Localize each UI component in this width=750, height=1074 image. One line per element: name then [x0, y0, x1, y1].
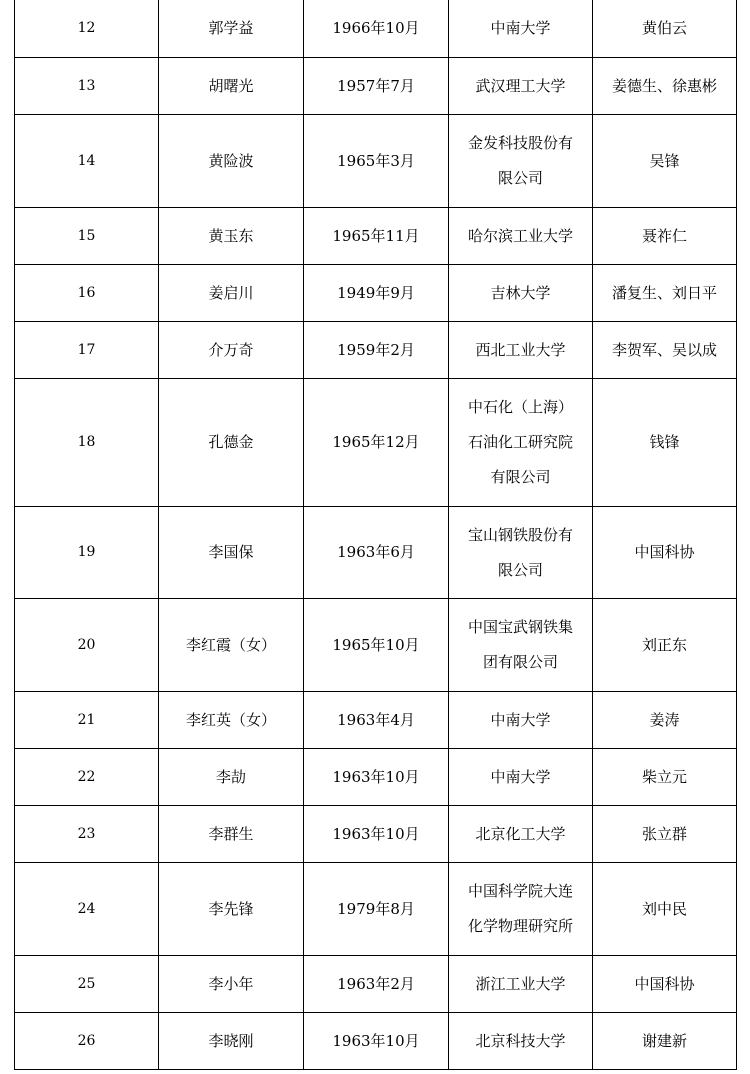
unit-cell — [449, 692, 593, 749]
table-row — [15, 58, 737, 115]
unit-cell — [449, 0, 593, 58]
table-row — [15, 507, 737, 599]
birth-date-cell — [304, 1013, 449, 1070]
unit-text: 中南大学 — [490, 19, 551, 37]
birth-date-cell — [304, 208, 449, 265]
row-number-text: 21 — [77, 711, 96, 728]
table-row — [15, 749, 737, 806]
nominator-cell — [593, 115, 737, 208]
nominator-cell — [593, 956, 737, 1013]
table-row — [15, 265, 737, 322]
unit-text: 浙江工业大学 — [475, 974, 566, 993]
birth-date-cell — [304, 863, 449, 956]
unit-cell — [449, 58, 593, 115]
unit-cell — [449, 599, 593, 692]
table-row — [15, 692, 737, 749]
birth-date-cell — [304, 599, 449, 692]
unit-text: 吉林大学 — [490, 283, 551, 302]
nominator-cell — [593, 322, 737, 379]
birth-date-cell — [304, 322, 449, 379]
unit-cell — [449, 379, 593, 507]
row-number-text: 14 — [77, 152, 96, 169]
name-cell — [159, 58, 304, 115]
birth-date-text: 1963年2月 — [337, 974, 415, 993]
birth-date-text: 1965年10月 — [332, 635, 420, 654]
unit-cell — [449, 749, 593, 806]
nominator-cell — [593, 379, 737, 507]
name-text: 李国保 — [208, 543, 254, 561]
unit-text: 武汉理工大学 — [475, 76, 566, 95]
nominator-cell — [593, 265, 737, 322]
name-text: 孔德金 — [208, 433, 254, 451]
row-number-text: 26 — [77, 1032, 96, 1049]
row-number-cell — [15, 956, 159, 1013]
birth-date-text: 1963年6月 — [337, 543, 415, 561]
row-number-cell — [15, 599, 159, 692]
nominator-cell — [593, 863, 737, 956]
row-number-cell — [15, 379, 159, 507]
name-text: 李晓刚 — [208, 1031, 254, 1050]
unit-text: 宝山钢铁股份有限公司 — [467, 525, 573, 579]
name-text: 李小年 — [208, 974, 254, 993]
name-text: 李红霞（女） — [185, 635, 276, 654]
nominator-cell — [593, 58, 737, 115]
table-row — [15, 956, 737, 1013]
name-cell — [159, 322, 304, 379]
name-text: 李劼 — [215, 767, 246, 786]
nominator-cell — [593, 208, 737, 265]
birth-date-text: 1963年10月 — [332, 1031, 420, 1050]
nominator-text: 柴立元 — [641, 767, 687, 786]
nominator-text: 钱锋 — [649, 433, 680, 451]
name-cell — [159, 379, 304, 507]
nominator-text: 中国科协 — [634, 974, 695, 993]
row-number-cell — [15, 749, 159, 806]
row-number-cell — [15, 863, 159, 956]
birth-date-cell — [304, 58, 449, 115]
row-number-cell — [15, 692, 159, 749]
name-text: 郭学益 — [208, 19, 254, 37]
row-number-text: 18 — [77, 434, 96, 450]
nominator-cell — [593, 692, 737, 749]
birth-date-text: 1963年10月 — [332, 767, 420, 786]
row-number-text: 17 — [77, 341, 96, 358]
nominator-text: 姜涛 — [649, 710, 680, 729]
unit-cell — [449, 208, 593, 265]
unit-text: 中国宝武钢铁集团有限公司 — [467, 618, 573, 671]
birth-date-text: 1963年4月 — [337, 710, 415, 729]
row-number-cell — [15, 507, 159, 599]
nominator-cell — [593, 0, 737, 58]
unit-cell — [449, 507, 593, 599]
birth-date-cell — [304, 749, 449, 806]
unit-text: 中石化（上海）石油化工研究院有限公司 — [467, 398, 573, 486]
nominator-text: 刘正东 — [641, 635, 687, 654]
name-text: 黄玉东 — [208, 226, 254, 245]
row-number-cell — [15, 1013, 159, 1070]
row-number-text: 15 — [77, 227, 96, 244]
birth-date-cell — [304, 692, 449, 749]
row-number-cell — [15, 806, 159, 863]
birth-date-text: 1965年12月 — [332, 433, 420, 451]
birth-date-text: 1959年2月 — [337, 340, 415, 359]
unit-cell — [449, 1013, 593, 1070]
row-number-text: 23 — [77, 825, 96, 842]
nominator-text: 姜德生、徐惠彬 — [611, 76, 717, 95]
row-number-cell — [15, 265, 159, 322]
name-cell — [159, 863, 304, 956]
name-cell — [159, 599, 304, 692]
table-row — [15, 599, 737, 692]
birth-date-cell — [304, 0, 449, 58]
row-number-text: 25 — [77, 975, 96, 992]
birth-date-cell — [304, 115, 449, 208]
name-text: 胡曙光 — [208, 76, 254, 95]
candidate-table — [14, 0, 737, 1070]
row-number-text: 22 — [77, 768, 96, 785]
name-cell — [159, 1013, 304, 1070]
birth-date-cell — [304, 379, 449, 507]
unit-text: 哈尔滨工业大学 — [467, 226, 573, 245]
row-number-text: 12 — [77, 20, 96, 36]
name-text: 姜启川 — [208, 283, 254, 302]
name-text: 黄险波 — [208, 151, 254, 170]
birth-date-cell — [304, 806, 449, 863]
row-number-cell — [15, 58, 159, 115]
birth-date-text: 1965年3月 — [337, 151, 415, 170]
table-row — [15, 806, 737, 863]
name-cell — [159, 956, 304, 1013]
name-text: 李红英（女） — [185, 710, 276, 729]
unit-cell — [449, 863, 593, 956]
unit-text: 中南大学 — [490, 767, 551, 786]
row-number-cell — [15, 208, 159, 265]
nominator-text: 黄伯云 — [641, 19, 687, 37]
unit-cell — [449, 956, 593, 1013]
row-number-text: 20 — [77, 636, 96, 653]
name-cell — [159, 208, 304, 265]
row-number-cell — [15, 115, 159, 208]
nominator-cell — [593, 599, 737, 692]
birth-date-text: 1966年10月 — [332, 19, 420, 37]
row-number-text: 13 — [77, 77, 96, 94]
birth-date-text: 1957年7月 — [337, 76, 415, 95]
birth-date-cell — [304, 507, 449, 599]
table-row — [15, 322, 737, 379]
unit-cell — [449, 115, 593, 208]
nominator-text: 中国科协 — [634, 543, 695, 561]
table-body — [15, 0, 737, 1070]
name-text: 介万奇 — [208, 340, 254, 359]
document-table-container — [14, 0, 736, 1070]
table-row — [15, 115, 737, 208]
name-cell — [159, 692, 304, 749]
name-cell — [159, 806, 304, 863]
nominator-text: 聂祚仁 — [641, 226, 687, 245]
name-cell — [159, 115, 304, 208]
unit-cell — [449, 322, 593, 379]
name-cell — [159, 0, 304, 58]
unit-text: 西北工业大学 — [475, 340, 566, 359]
name-text: 李先锋 — [208, 899, 254, 918]
name-cell — [159, 507, 304, 599]
nominator-text: 刘中民 — [641, 899, 687, 918]
nominator-text: 张立群 — [641, 824, 687, 843]
nominator-text: 谢建新 — [641, 1031, 687, 1050]
nominator-text: 潘复生、刘日平 — [611, 283, 717, 302]
nominator-cell — [593, 1013, 737, 1070]
name-cell — [159, 749, 304, 806]
birth-date-cell — [304, 265, 449, 322]
row-number-text: 16 — [77, 284, 96, 301]
unit-cell — [449, 806, 593, 863]
table-row — [15, 1013, 737, 1070]
table-row — [15, 379, 737, 507]
birth-date-text: 1949年9月 — [337, 283, 415, 302]
name-text: 李群生 — [208, 824, 254, 843]
row-number-text: 24 — [77, 900, 96, 917]
nominator-cell — [593, 507, 737, 599]
table-row — [15, 863, 737, 956]
birth-date-cell — [304, 956, 449, 1013]
unit-text: 北京科技大学 — [475, 1031, 566, 1050]
row-number-text: 19 — [77, 544, 96, 560]
table-row — [15, 208, 737, 265]
nominator-text: 吴锋 — [649, 151, 680, 170]
nominator-cell — [593, 806, 737, 863]
unit-text: 金发科技股份有限公司 — [467, 134, 573, 187]
nominator-text: 李贺军、吴以成 — [611, 340, 717, 359]
unit-text: 北京化工大学 — [475, 824, 566, 843]
birth-date-text: 1965年11月 — [332, 226, 420, 245]
birth-date-text: 1963年10月 — [332, 824, 420, 843]
name-cell — [159, 265, 304, 322]
unit-text: 中南大学 — [490, 710, 551, 729]
birth-date-text: 1979年8月 — [337, 899, 415, 918]
unit-text: 中国科学院大连化学物理研究所 — [467, 882, 573, 935]
row-number-cell — [15, 322, 159, 379]
nominator-cell — [593, 749, 737, 806]
table-row — [15, 0, 737, 58]
unit-cell — [449, 265, 593, 322]
row-number-cell — [15, 0, 159, 58]
